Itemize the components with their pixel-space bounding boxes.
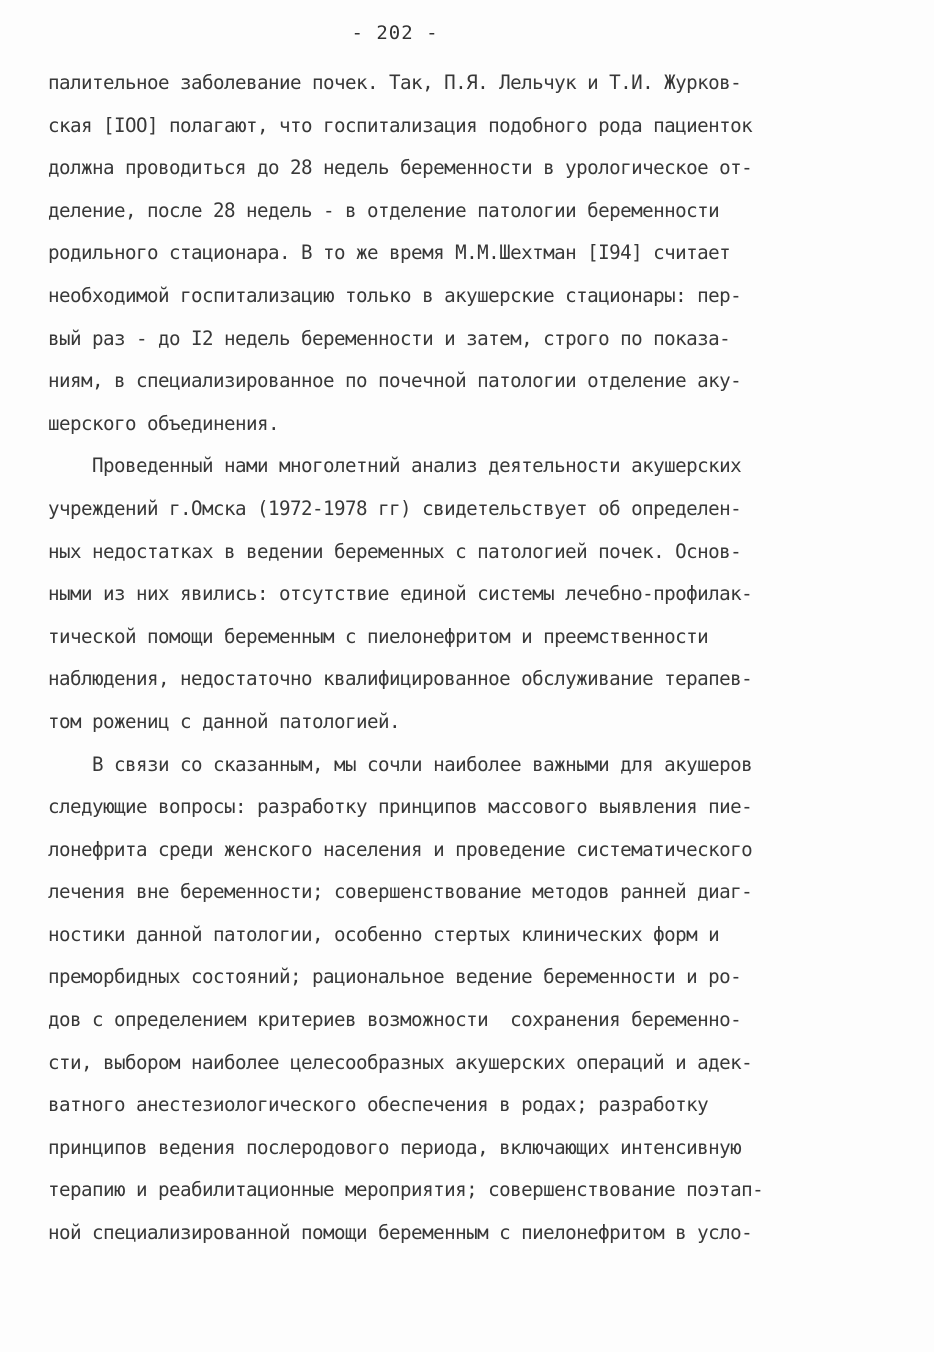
text-line: наблюдения, недостаточно квалифицированное обслуживание терапев- bbox=[48, 667, 753, 691]
text-line: необходимой госпитализацию только в акушерские стационары: пер- bbox=[48, 283, 742, 307]
text-line: ных недостатках в ведении беременных с патологией почек. Основ- bbox=[48, 539, 742, 563]
text-line: ская [IOO] полагают, что госпитализация подобного рода пациенток bbox=[48, 113, 753, 137]
text-line: сти, выбором наиболее целесообразных акушерских операций и адек- bbox=[48, 1050, 753, 1074]
text-line: должна проводиться до 28 недель беременности в урологическое от- bbox=[48, 156, 753, 180]
text-line: Проведенный нами многолетний анализ деятельности акушерских bbox=[48, 454, 742, 478]
page-number: - 202 - bbox=[351, 22, 439, 44]
text-line: принципов ведения послеродового периода, включающих интенсивную bbox=[48, 1135, 742, 1159]
text-line: родильного стационара. В то же время М.М.Шехтман [I94] считает bbox=[48, 241, 731, 265]
text-line: терапию и реабилитационные мероприятия; совершенствование поэтап- bbox=[48, 1178, 764, 1202]
text-line: лонефрита среди женского населения и проведение систематического bbox=[48, 837, 753, 861]
text-line: ными из них явились: отсутствие единой системы лечебно-профилак- bbox=[48, 582, 753, 606]
text-line: тической помощи беременным с пиелонефритом и преемственности bbox=[48, 624, 709, 648]
text-line: преморбидных состояний; рациональное ведение беременности и ро- bbox=[48, 965, 742, 989]
text-line: ватного анестезиологического обеспечения в родах; разработку bbox=[48, 1093, 709, 1117]
text-line: ниям, в специализированное по почечной патологии отделение аку- bbox=[48, 369, 742, 393]
text-line: ностики данной патологии, особенно стертых клинических форм и bbox=[48, 922, 720, 946]
text-line: следующие вопросы: разработку принципов массового выявления пие- bbox=[48, 795, 753, 819]
text-line: учреждений г.Омска (1972-1978 гг) свидетельствует об определен- bbox=[48, 496, 742, 520]
text-line: ной специализированной помощи беременным с пиелонефритом в усло- bbox=[48, 1221, 753, 1245]
text-line: дов с определением критериев возможности сохранения беременно- bbox=[48, 1008, 742, 1032]
text-line: шерского объединения. bbox=[48, 411, 280, 435]
text-line: вый раз - до I2 недель беременности и затем, строго по показа- bbox=[48, 326, 731, 350]
text-line: деление, после 28 недель - в отделение патологии беременности bbox=[48, 198, 720, 222]
text-line: палительное заболевание почек. Так, П.Я. Лельчук и Т.И. Журков- bbox=[48, 71, 742, 94]
text-line: том рожениц с данной патологией. bbox=[48, 709, 401, 733]
text-line: лечения вне беременности; совершенствование методов ранней диаг- bbox=[48, 880, 753, 904]
body-text bbox=[48, 62, 890, 1255]
text-line: В связи со сказанным, мы сочли наиболее важными для акушеров bbox=[48, 752, 753, 776]
